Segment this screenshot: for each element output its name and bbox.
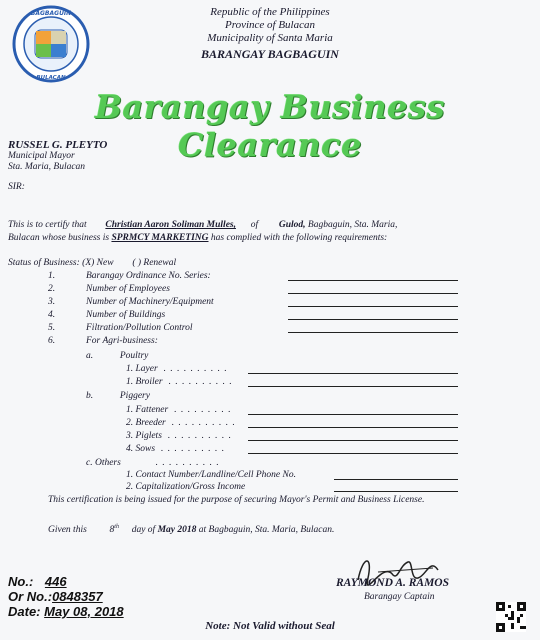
purpose-statement: This certification is being issued for the purpose of securing Mayor's Permit and Business License.: [48, 495, 425, 505]
agri-item: [126, 431, 232, 442]
others-heading: [86, 458, 220, 469]
piggery-heading: [86, 391, 150, 402]
issue-date: [8, 604, 124, 619]
others-label: c. Others: [86, 458, 121, 468]
svg-text:BAGBAGUIN: BAGBAGUIN: [30, 10, 72, 17]
signatory-title: Barangay Captain: [364, 592, 435, 602]
requirement-blank-line: [288, 306, 458, 307]
requirement-label: Number of Employees: [86, 284, 170, 294]
header-barangay: BARANGAY BAGBAGUIN: [201, 47, 339, 61]
poultry-label: Poultry: [119, 351, 149, 361]
agri-item-blank-line: [248, 373, 458, 374]
given-date: May 2018: [157, 525, 197, 536]
agri-item-label: 2. Capitalization/Gross Income: [126, 482, 246, 492]
given-day-suffix: th: [114, 524, 119, 530]
header: [0, 6, 540, 62]
poultry-heading: [86, 351, 148, 362]
salutation: SIR:: [8, 182, 25, 192]
body-text-1: This is to certify that: [8, 220, 87, 230]
agri-item-label: 1. Contact Number/Landline/Cell Phone No.: [126, 470, 296, 480]
requirement-number: 5.: [48, 323, 56, 333]
owner-name: Christian Aaron Soliman Mulles,: [105, 220, 236, 230]
requirement-number: 1.: [48, 271, 56, 281]
requirement-number: 3.: [48, 297, 56, 307]
agri-item-label: 1. Fattener: [126, 405, 169, 415]
requirement-label: For Agri-business:: [86, 336, 158, 346]
agri-item: [126, 470, 296, 481]
requirement-blank-line: [288, 280, 458, 281]
address-rest: Bagbaguin, Sta. Maria,: [307, 220, 398, 230]
given-statement: [48, 522, 334, 536]
agri-item-blank-line: [248, 386, 458, 387]
others-dots: . . . . . . . . . .: [155, 458, 220, 468]
certification-paragraph: [8, 220, 532, 231]
or-number-label: Or No.:: [8, 589, 53, 604]
agri-item-dots: . . . . . . . . . .: [161, 444, 226, 454]
addressee-place: Sta. Maria, Bulacan: [8, 162, 86, 172]
piggery-label: Piggery: [119, 391, 150, 401]
given-text-b: day of: [131, 525, 156, 536]
requirement-label: Number of Machinery/Equipment: [86, 297, 214, 307]
requirement-number: 2.: [48, 284, 56, 294]
addressee-position: Municipal Mayor: [8, 151, 75, 161]
requirement-blank-line: [288, 319, 458, 320]
requirement-number: 4.: [48, 310, 56, 320]
status-renewal: ( ) Renewal: [132, 258, 177, 268]
header-municipality: Municipality of Santa Maria: [207, 32, 333, 44]
or-number-value: 0848357: [52, 589, 103, 604]
agri-item-dots: . . . . . . . . .: [174, 405, 232, 415]
document-title: Barangay Business Clearance: [94, 88, 446, 164]
body-text-of: of: [250, 220, 259, 230]
poultry-letter: a.: [86, 351, 94, 361]
agri-item-dots: . . . . . . . . . .: [163, 364, 228, 374]
requirement-number: 6.: [48, 336, 56, 346]
agri-item: [126, 364, 228, 375]
body-text-3: has complied with the following requirements:: [210, 233, 388, 243]
control-number: [8, 574, 67, 589]
requirement-blank-line: [288, 332, 458, 333]
header-province: Province of Bulacan: [224, 19, 315, 31]
agri-item-dots: . . . . . . . . . .: [167, 431, 233, 441]
agri-item: [126, 482, 245, 493]
agri-item-label: 2. Breeder: [126, 418, 166, 428]
header-republic: Republic of the Philippines: [210, 6, 330, 18]
agri-item-blank-line: [334, 479, 458, 480]
body-text-2: Bulacan whose business is: [8, 233, 110, 243]
given-text-c: at Bagbaguin, Sta. Maria, Bulacan.: [198, 525, 335, 536]
agri-item-label: 1. Layer: [126, 364, 158, 374]
piggery-letter: b.: [86, 391, 94, 401]
address-sitio: Gulod,: [278, 220, 306, 230]
agri-item-blank-line: [248, 414, 458, 415]
agri-item-blank-line: [248, 440, 458, 441]
agri-item: [126, 418, 236, 429]
requirement-label: Barangay Ordinance No. Series:: [86, 271, 211, 281]
certification-paragraph-2: [8, 233, 532, 244]
signatory-name: RAYMOND A. RAMOS: [336, 577, 450, 589]
status-of-business: [8, 258, 176, 269]
svg-text:BULACAN: BULACAN: [36, 75, 66, 81]
agri-item-label: 1. Broiler: [126, 377, 163, 387]
status-new: Status of Business: (X) New: [8, 258, 114, 268]
requirement-label: Filtration/Pollution Control: [86, 323, 193, 333]
agri-item-dots: . . . . . . . . . .: [168, 377, 233, 387]
addressee-name: RUSSEL G. PLEYTO: [8, 139, 108, 151]
control-number-value: 446: [44, 574, 67, 589]
requirement-blank-line: [288, 293, 458, 294]
issue-date-label: Date:: [8, 604, 41, 619]
agri-item-blank-line: [248, 453, 458, 454]
business-name: SPRMCY MARKETING: [111, 233, 209, 243]
agri-item-label: 3. Piglets: [126, 431, 162, 441]
agri-item: [126, 405, 232, 416]
agri-item-blank-line: [334, 491, 458, 492]
requirement-label: Number of Buildings: [86, 310, 166, 320]
agri-item-dots: . . . . . . . . . .: [171, 418, 236, 428]
agri-item-blank-line: [248, 427, 458, 428]
agri-item: [126, 444, 225, 455]
issue-date-value: May 08, 2018: [44, 604, 124, 619]
or-number: [8, 589, 103, 604]
addressee: [8, 140, 107, 193]
given-text-a: Given this: [48, 525, 87, 536]
agri-item: [126, 377, 233, 388]
qr-code-icon: [496, 602, 526, 632]
control-number-label: No.:: [8, 574, 34, 589]
validity-note: Note: Not Valid without Seal: [205, 620, 335, 632]
agri-item-label: 4. Sows: [126, 444, 156, 454]
given-day: 8: [109, 525, 115, 536]
